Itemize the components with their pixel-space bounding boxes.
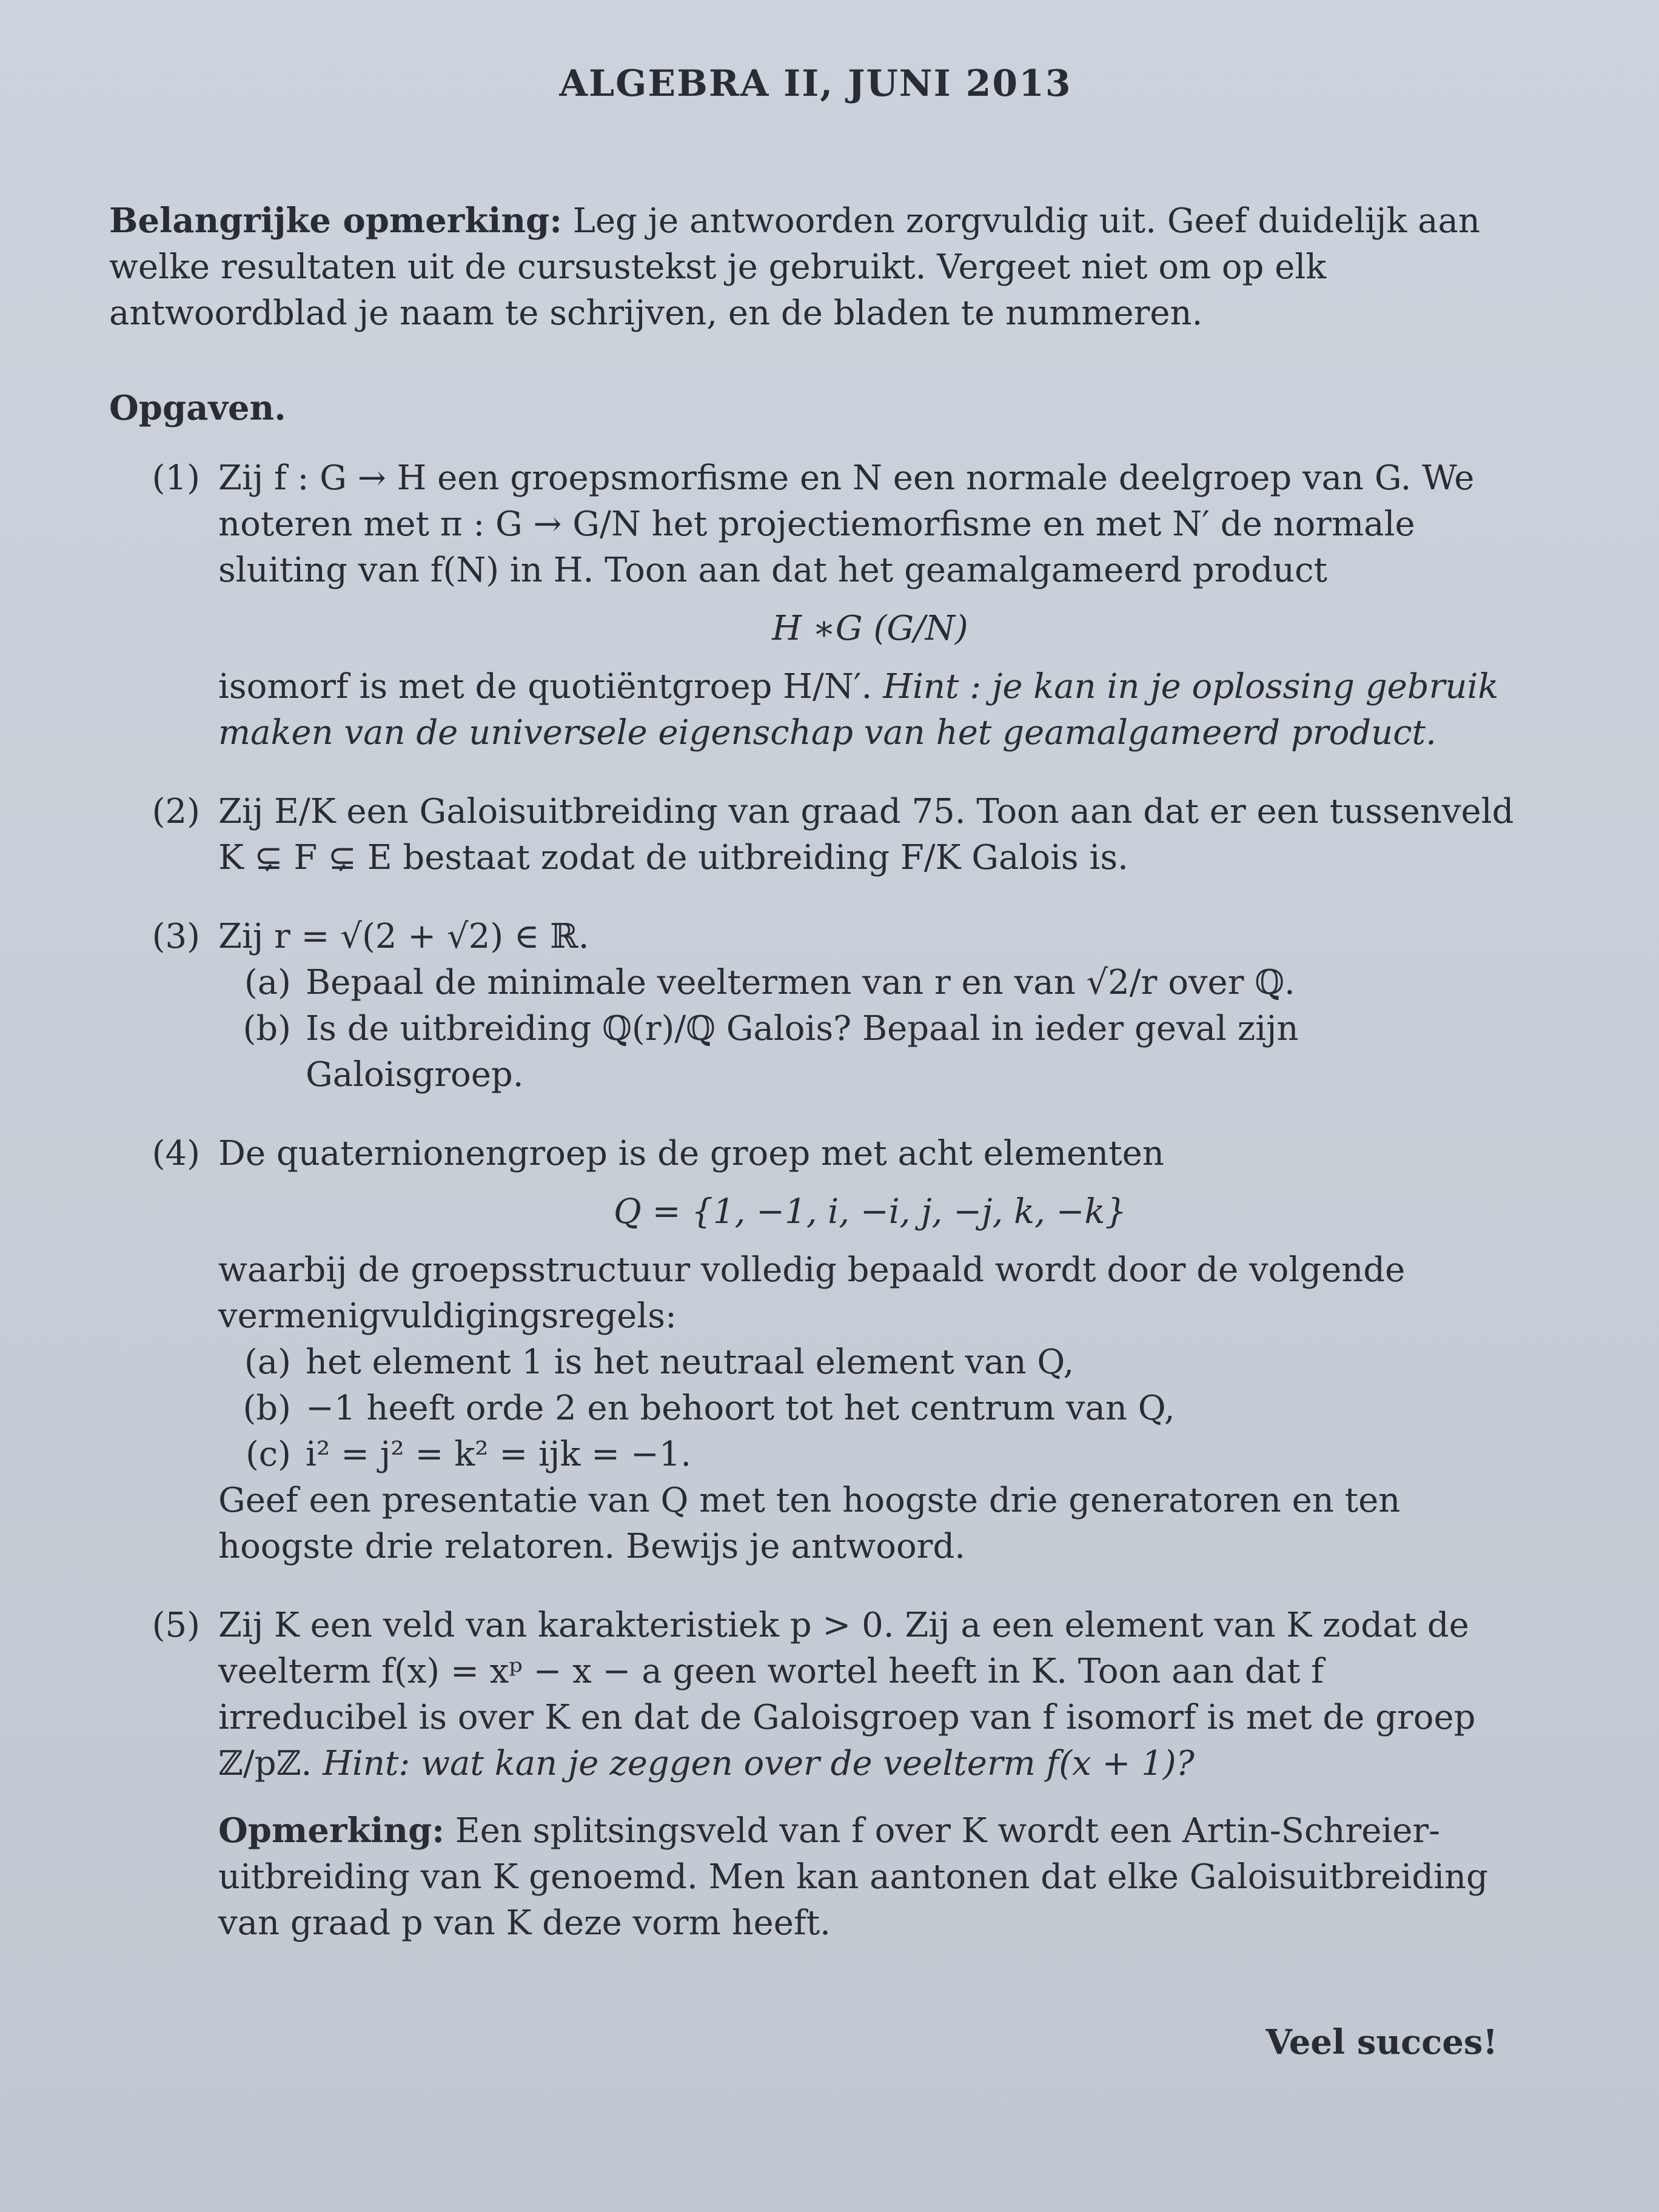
question-3b-label: (b) xyxy=(243,1009,291,1048)
question-3b-text: Is de uitbreiding ℚ(r)/ℚ Galois? Bepaal in ieder geval zijn Galoisgroep. xyxy=(306,1009,1299,1094)
question-3a xyxy=(218,960,1522,1006)
question-4c-text: i² = j² = k² = ijk = −1. xyxy=(306,1435,692,1474)
question-3-body xyxy=(218,914,1522,1098)
question-1-continuation xyxy=(218,664,1522,756)
question-4b-text: −1 heeft orde 2 en behoort tot het centrum van Q, xyxy=(306,1389,1175,1428)
question-4-text: De quaternionengroep is de groep met acht elementen xyxy=(218,1134,1164,1173)
question-1-after: isomorf is met de quotiëntgroep H/N′. xyxy=(218,667,873,706)
question-1-number: (1) xyxy=(152,458,200,498)
question-3-number: (3) xyxy=(152,917,200,956)
question-4-after: waarbij de groepsstructuur volledig bepaald wordt door de volgende vermenigvuldigingsregels: xyxy=(218,1250,1406,1336)
question-5-body xyxy=(218,1603,1522,1946)
question-4c-label: (c) xyxy=(245,1435,291,1474)
question-1-hint: Hint : je kan in je oplossing gebruik maken van de universele eigenschap van het geamalgameerd product. xyxy=(218,667,1499,752)
exam-content xyxy=(109,61,1522,2065)
note-label: Belangrijke opmerking: xyxy=(109,201,562,241)
question-5-hint: Hint: wat kan je zeggen over de veelterm f(x + 1)? xyxy=(323,1744,1195,1783)
question-1-text: Zij f : G → H een groepsmorfisme en N een normale deelgroep van G. We noteren met π : G → G/N het projectiemorfisme en met N′ de normale sluiting van f(N) in H. Toon aan dat het geamalgameerd product xyxy=(218,458,1475,590)
question-1-formula: H ∗G (G/N) xyxy=(772,609,968,648)
question-4 xyxy=(109,1131,1522,1570)
question-4-body xyxy=(218,1131,1522,1570)
remark-text: Een splitsingsveld van f over K wordt een Artin-Schreier-uitbreiding van K genoemd. Men kan aantonen dat elke Galoisuitbreiding van graad p van K deze vorm heeft. xyxy=(218,1811,1488,1943)
question-4c xyxy=(218,1432,1522,1478)
page-title: ALGEBRA II, JUNI 2013 xyxy=(559,62,1072,105)
question-2 xyxy=(109,789,1522,881)
question-3a-text: Bepaal de minimale veeltermen van r en van √2/r over ℚ. xyxy=(306,963,1295,1002)
question-3a-label: (a) xyxy=(244,963,291,1002)
question-4-number: (4) xyxy=(152,1134,200,1173)
question-5-main xyxy=(218,1603,1522,1787)
note-text: Leg je antwoorden zorgvuldig uit. Geef duidelijk aan welke resultaten uit de cursustekst je gebruikt. Vergeet niet om op elk antwoordblad je naam te schrijven, en de bladen te nummeren. xyxy=(109,201,1480,333)
section-title: Opgaven. xyxy=(109,388,286,428)
question-4a-label: (a) xyxy=(244,1342,291,1382)
question-3-text: Zij r = √(2 + √2) ∈ ℝ. xyxy=(218,917,589,956)
remark-label: Opmerking: xyxy=(218,1811,444,1851)
question-1-body xyxy=(218,455,1522,756)
question-4b-label: (b) xyxy=(243,1389,291,1428)
question-2-number: (2) xyxy=(152,792,200,831)
question-4b xyxy=(218,1386,1522,1432)
question-4a-text: het element 1 is het neutraal element van Q, xyxy=(306,1342,1074,1382)
question-5-remark xyxy=(218,1808,1522,1946)
question-3b xyxy=(218,1006,1522,1098)
closing-text: Veel succes! xyxy=(1265,2022,1498,2062)
question-2-text: Zij E/K een Galoisuitbreiding van graad 75. Toon aan dat er een tussenveld K ⊊ F ⊊ E bestaat zodat de uitbreiding F/K Galois is. xyxy=(218,792,1514,877)
important-note xyxy=(109,198,1522,337)
question-5 xyxy=(109,1603,1522,1946)
question-4-end: Geef een presentatie van Q met ten hoogste drie generatoren en ten hoogste drie relatoren. Bewijs je antwoord. xyxy=(218,1481,1401,1566)
question-3 xyxy=(109,914,1522,1098)
question-4a xyxy=(218,1339,1522,1386)
question-1 xyxy=(109,455,1522,756)
question-5-number: (5) xyxy=(152,1606,200,1645)
question-4-formula: Q = {1, −1, i, −i, j, −j, k, −k} xyxy=(613,1192,1127,1232)
question-5-text: Zij K een veld van karakteristiek p > 0. Zij a een element van K zodat de veelterm f(x) = xᵖ − x − a geen wortel heeft in K. Toon aan dat f irreducibel is over K en dat de Galoisgroep van f isomorf is met de groep ℤ/pℤ. xyxy=(218,1606,1476,1783)
